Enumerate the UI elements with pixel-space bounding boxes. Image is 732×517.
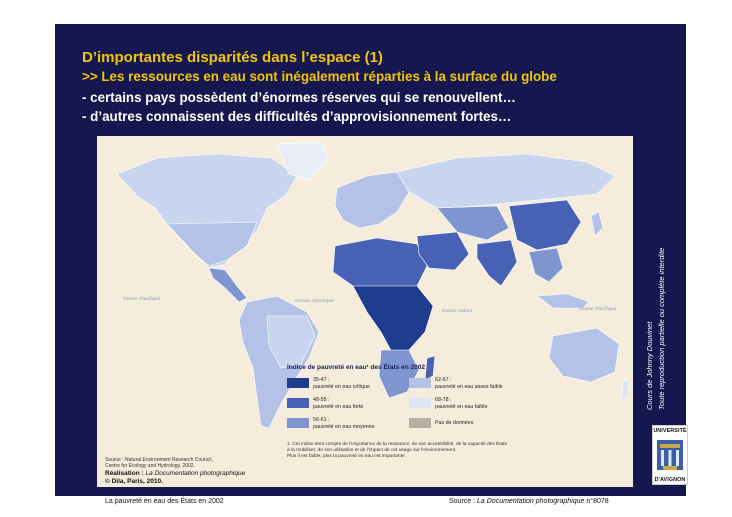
- legend-label: pauvreté en eau forte: [313, 403, 364, 410]
- legend-label: pauvreté en eau assez faible: [435, 383, 503, 390]
- ocean-label-indian: Océan Indien: [442, 308, 473, 313]
- map-source-credit: [449, 498, 609, 505]
- legend-note-line-1: 1. Cet indice tient compte de l’importance de la ressource, de son accessibilité, de la capacité des États: [287, 442, 507, 447]
- legend-note-line-3: Plus il est faible, plus la pauvreté en eau est importante.: [287, 454, 406, 459]
- legend-item-critical: [313, 377, 370, 390]
- course-credit: [643, 214, 683, 414]
- legend-item-medium: [313, 417, 375, 430]
- legend-range: 62-67 :: [435, 377, 452, 383]
- legend-note-line-2: à la mobiliser, de son utilisation et de l’impact de cet usage sur l’environnement.: [287, 448, 457, 453]
- world-map: [97, 136, 633, 505]
- legend-item-strong: [313, 397, 363, 410]
- bullet-2: - d’autres connaissent des difficultés d’approvisionnement fortes…: [82, 109, 512, 124]
- legend-label: pauvreté en eau critique: [313, 383, 370, 390]
- credit-line-1: Cours de Johnny Douvinet: [645, 321, 654, 410]
- usa: [167, 222, 257, 266]
- realisation-value: La Documentation photographique: [145, 470, 246, 477]
- map-realisation: [105, 470, 245, 486]
- ocean-label-atlantic: Océan Atlantique: [295, 298, 335, 303]
- china: [509, 200, 581, 250]
- slide-title: D’importantes disparités dans l’espace (1): [82, 49, 383, 66]
- australia: [549, 328, 619, 382]
- copyright: © Dila, Paris, 2010.: [105, 478, 163, 485]
- map-source: [105, 457, 213, 470]
- legend-swatch-critical: [287, 378, 309, 388]
- central-america: [209, 268, 247, 302]
- realisation-line: [105, 470, 245, 478]
- logo-bottom-text: D'AVIGNON: [654, 477, 686, 483]
- slide: [55, 24, 687, 505]
- legend-item-fairly-low: [435, 377, 503, 390]
- india: [477, 240, 517, 286]
- legend-swatch-low: [409, 398, 431, 408]
- legend-swatch-strong: [287, 398, 309, 408]
- japan: [591, 212, 603, 236]
- source-prefix: Source :: [449, 498, 478, 505]
- legend-label: pauvreté en eau moyenne: [313, 423, 375, 430]
- source-line-1: Source : Natural Environment Research Council,: [105, 457, 213, 463]
- logo-top-text: UNIVERSITÉ: [653, 428, 687, 434]
- bullet-1: - certains pays possèdent d’énormes réserves qui se renouvellent…: [82, 90, 516, 105]
- realisation-label: Réalisation :: [105, 470, 146, 477]
- legend-label: pauvreté en eau faible: [435, 403, 488, 410]
- legend-swatch-fairly-low: [409, 378, 431, 388]
- legend-item-low: [435, 397, 487, 410]
- legend-title: Indice de pauvreté en eau¹ des États en 2002: [287, 364, 426, 371]
- legend-item-no-data: Pas de données: [435, 420, 474, 426]
- southeast-asia: [529, 248, 563, 282]
- legend-range: 35-47 :: [313, 377, 330, 383]
- legend-range: 48-55 :: [313, 397, 330, 403]
- source-line-2: Centre for Ecology and Hydrology, 2002.: [105, 463, 195, 470]
- credit-line-2: Toute reproduction partielle ou complète interdite: [657, 247, 666, 410]
- legend-swatch-medium: [287, 418, 309, 428]
- ocean-label-pacific-west: Océan Pacifique: [123, 296, 161, 301]
- russia: [397, 154, 615, 208]
- building-icon: [653, 436, 687, 476]
- map-caption: La pauvreté en eau des États en 2002: [105, 498, 224, 505]
- legend-range: 56-61 :: [313, 417, 330, 423]
- africa-north: [333, 238, 427, 290]
- legend-range: 68-78 :: [435, 397, 452, 403]
- europe: [335, 172, 409, 228]
- map-legend: [277, 362, 521, 474]
- source-suffix: n°8078: [584, 498, 609, 505]
- ocean-label-pacific-east: Océan Pacifique: [579, 306, 617, 311]
- legend-swatch-no-data: [409, 418, 431, 428]
- university-logo: [652, 425, 688, 485]
- source-value: La Documentation photographique: [477, 498, 585, 505]
- africa-central: [353, 286, 433, 354]
- slide-subtitle: >> Les ressources en eau sont inégalement réparties à la surface du globe: [82, 69, 557, 84]
- new-zealand: [621, 380, 629, 400]
